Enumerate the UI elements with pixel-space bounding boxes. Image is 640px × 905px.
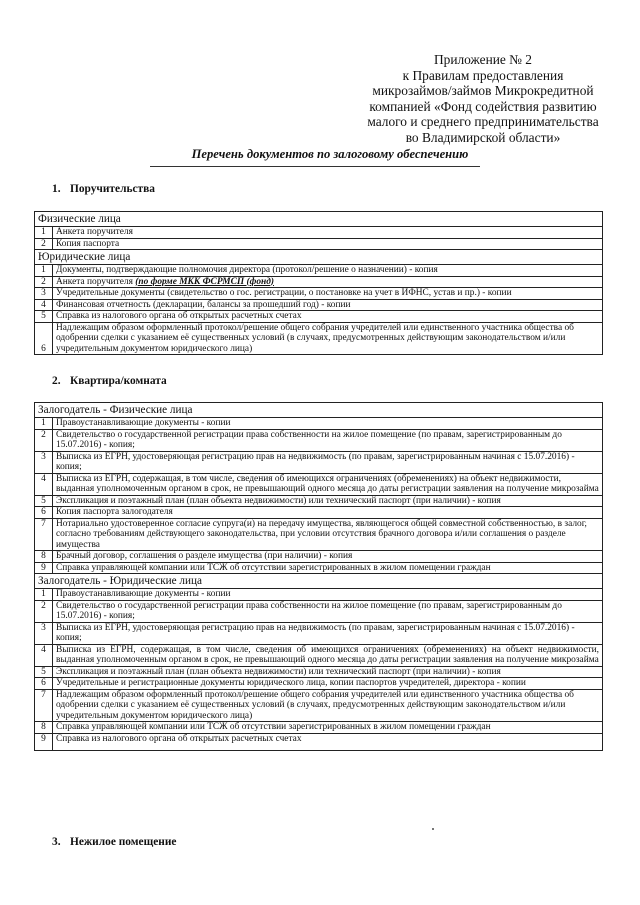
row-text: Правоустанавливающие документы - копии [53, 418, 603, 430]
appendix-line: во Владимирской области» [405, 129, 561, 145]
row-number: 1 [35, 589, 53, 601]
row-text: Справка управляющей компании или ТСЖ об отсутствии зарегистрированных в жилом помещении граждан [53, 562, 603, 574]
row-number: 1 [35, 418, 53, 430]
title-underline [150, 166, 480, 167]
table-row [35, 722, 603, 734]
group-header: Залогодатель - Юридические лица [35, 574, 603, 589]
table-row [35, 644, 603, 666]
row-text: Свидетельство о государственной регистрации права собственности на жилое помещение (по правам, зарегистрированным до 15.07.2016) - копия; [53, 429, 603, 451]
table-row [35, 600, 603, 622]
table-group-header [35, 250, 603, 265]
section-title: Нежилое помещение [70, 836, 177, 848]
row-number: 4 [35, 473, 53, 495]
document-title: Перечень документов по залоговому обеспечению [191, 147, 469, 161]
section-number: 3. [52, 836, 61, 848]
row-number: 5 [35, 495, 53, 507]
section-number: 1. [52, 183, 61, 195]
row-text: Выписка из ЕГРН, удостоверяющая регистрацию прав на недвижимость (по правам, зарегистрированным начиная с 15.07.2016) - копия; [53, 451, 603, 473]
table-row [35, 562, 603, 574]
row-number: 6 [35, 678, 53, 690]
table-row [35, 265, 603, 277]
scan-speck [432, 828, 434, 830]
section-heading [52, 183, 155, 195]
row-number: 2 [35, 238, 53, 250]
appendix-line: микрозаймов/займов Микрокредитной [372, 83, 594, 99]
table-row [35, 689, 603, 722]
row-text: Справка из налогового органа об открытых расчетных счетах [53, 733, 603, 750]
row-number: 3 [35, 622, 53, 644]
row-text: Брачный договор, соглашения о разделе имущества (при наличии) - копия [53, 551, 603, 563]
group-header: Физические лица [35, 212, 603, 227]
row-text: Экспликация и поэтажный план (план объекта недвижимости) или технический паспорт (при наличии) - копия [53, 666, 603, 678]
table-row [35, 733, 603, 750]
row-text: Экспликация и поэтажный план (план объекта недвижимости) или технический паспорт (при наличии) - копия [53, 495, 603, 507]
row-number: 9 [35, 562, 53, 574]
row-text: Правоустанавливающие документы - копии [53, 589, 603, 601]
table-group-header [35, 403, 603, 418]
row-text: Справка управляющей компании или ТСЖ об отсутствии зарегистрированных в жилом помещении граждан [53, 722, 603, 734]
row-number: 9 [35, 733, 53, 750]
table-row [35, 227, 603, 239]
table-row [35, 518, 603, 551]
row-text: Свидетельство о государственной регистрации права собственности на жилое помещение (по правам, зарегистрированным до 15.07.2016) - копия; [53, 600, 603, 622]
row-number: 6 [35, 322, 53, 355]
row-number: 3 [35, 288, 53, 300]
row-text: Копия паспорта залогодателя [53, 507, 603, 519]
row-text: Выписка из ЕГРН, удостоверяющая регистрацию прав на недвижимость (по правам, зарегистрированным начиная с 15.07.2016) - копия; [53, 622, 603, 644]
table-row [35, 276, 603, 288]
section-title: Поручительства [70, 183, 155, 195]
appendix-line: компанией «Фонд содействия развитию [369, 98, 597, 114]
appendix-header [330, 52, 636, 146]
row-number: 4 [35, 644, 53, 666]
apartment-table [34, 402, 603, 751]
section-title: Квартира/комната [70, 375, 167, 387]
row-text: Выписка из ЕГРН, содержащая, в том числе, сведения об имеющихся ограничениях (обременениях) на объект недвижимости, выданная уполномоченным органом в срок, не превышающий одного месяца до даты регистрации заявления на получение микрозайма [53, 473, 603, 495]
row-number: 7 [35, 518, 53, 551]
row-number: 1 [35, 265, 53, 277]
appendix-line: Приложение № 2 [433, 52, 533, 67]
group-header: Залогодатель - Физические лица [35, 403, 603, 418]
row-emphasis: (по форме МКК ФСРМСП (фонд) [135, 276, 275, 287]
row-text-composite [53, 276, 603, 288]
row-number: 8 [35, 722, 53, 734]
row-number: 6 [35, 507, 53, 519]
section-number: 2. [52, 375, 61, 387]
row-number: 2 [35, 429, 53, 451]
section-heading [52, 836, 176, 848]
appendix-line: малого и среднего предпринимательства [367, 114, 599, 130]
row-text: Выписка из ЕГРН, содержащая, в том числе, сведения об имеющихся ограничениях (обременениях) на объект недвижимости, выданная уполномоченным органом в срок, не превышающий одного месяца до даты регистрации заявления на получение микрозайма [53, 644, 603, 666]
table-row [35, 451, 603, 473]
table-row [35, 311, 603, 323]
row-number: 5 [35, 311, 53, 323]
table-row [35, 622, 603, 644]
row-number: 2 [35, 600, 53, 622]
row-text: Надлежащим образом оформленный протокол/решение общего собрания учредителей или единственного участника общества об одобрении сделки с указанием её существенных условий (в случаях, предусмотренных действующим законодательством и/или учредительным документом юридического лица) [53, 322, 603, 355]
row-number: 7 [35, 689, 53, 722]
table-group-header [35, 574, 603, 589]
row-number: 3 [35, 451, 53, 473]
row-text: Учредительные документы (свидетельство о гос. регистрации, о постановке на учет в ИФНС, устав и пр.) - копии [53, 288, 603, 300]
table-row [35, 238, 603, 250]
table-row [35, 507, 603, 519]
row-number: 1 [35, 227, 53, 239]
row-text: Справка из налогового органа об открытых расчетных счетах [53, 311, 603, 323]
row-number: 5 [35, 666, 53, 678]
row-text: Учредительные и регистрационные документы юридического лица, копии паспортов учредителей, директора - копии [53, 678, 603, 690]
row-text: Анкета поручителя [53, 227, 603, 239]
table-row [35, 551, 603, 563]
appendix-line: к Правилам предоставления [402, 67, 564, 83]
table-row [35, 299, 603, 311]
row-text: Надлежащим образом оформленный протокол/решение общего собрания учредителей или единственного участника общества об одобрении сделки с указанием её существенных условий (в случаях, предусмотренных действующим законодательством и/или учредительным документом юридического лица) [53, 689, 603, 722]
table-row [35, 666, 603, 678]
table-row [35, 418, 603, 430]
table-row [35, 495, 603, 507]
row-number: 4 [35, 299, 53, 311]
row-text: Документы, подтверждающие полномочия директора (протокол/решение о назначении) - копия [53, 265, 603, 277]
table-row [35, 589, 603, 601]
row-number: 2 [35, 276, 53, 288]
table-row [35, 429, 603, 451]
row-text: Копия паспорта [53, 238, 603, 250]
table-group-header [35, 212, 603, 227]
row-text: Нотариально удостоверенное согласие супруга(и) на передачу имущества, являющегося общей совместной собственностью, в залог, согласно требованиям действующего законодательства, при условии отсутствия брачного договора и/или соглашения о разделе имущества [53, 518, 603, 551]
group-header: Юридические лица [35, 250, 603, 265]
table-row [35, 288, 603, 300]
section-heading [52, 375, 167, 387]
table-row [35, 473, 603, 495]
row-text: Финансовая отчетность (декларации, балансы за прошедший год) - копии [53, 299, 603, 311]
row-number: 8 [35, 551, 53, 563]
table-row [35, 678, 603, 690]
table-row [35, 322, 603, 355]
guarantee-table [34, 211, 603, 355]
row-text: Анкета поручителя [56, 276, 133, 287]
